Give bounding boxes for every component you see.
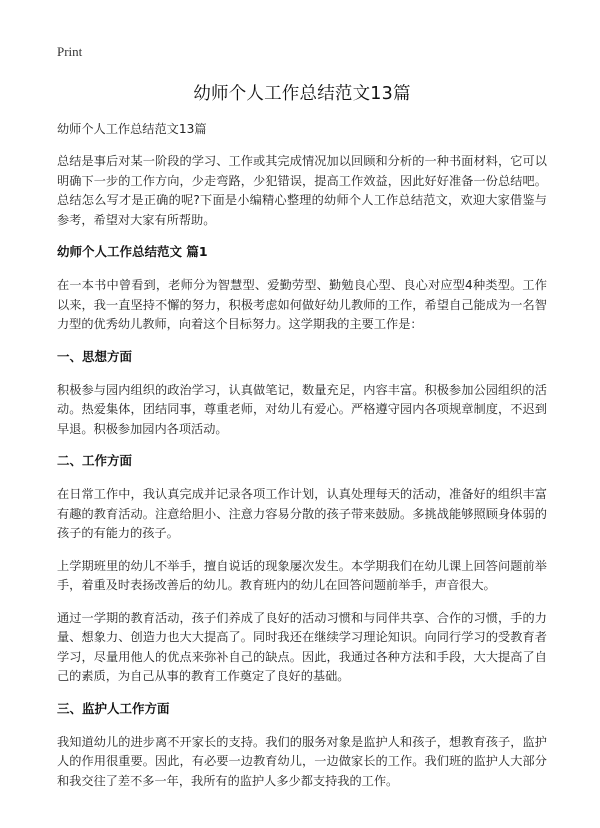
- article-intro-paragraph: 在一本书中曾看到，老师分为智慧型、爱勤劳型、勤勉良心型、良心对应型4种类型。工作以来，我一直坚持不懈的努力，积极考虑如何做好幼儿教师的工作，希望自己能成为一名智力型的优秀幼儿教师，向着这个目标努力。这学期我的主要工作是：: [57, 278, 547, 331]
- document-page: [57, 82, 547, 804]
- section-paragraph: 我知道幼儿的进步离不开家长的支持。我们的服务对象是监护人和孩子，想教育孩子，监护人的作用很重要。因此，有必要一边教育幼儿，一边做家长的工作。我们班的监护人大部分和我交往了差不多一年，我所有的监护人多少都支持我的工作。: [57, 734, 547, 788]
- print-link[interactable]: Print: [57, 44, 83, 59]
- section-paragraph: 上学期班里的幼儿不举手，擅自说话的现象屡次发生。本学期我们在幼儿课上回答问题前举手，着重及时表扬改善后的幼儿。教育班内的幼儿在回答问题前举手，声音很大。: [57, 558, 547, 592]
- section-heading-guardian: 三、监护人工作方面: [57, 700, 170, 716]
- section-paragraph: 通过一学期的教育活动，孩子们养成了良好的活动习惯和与同伴共享、合作的习惯，手的力量、想象力、创造力也大大提高了。同时我还在继续学习理论知识。向同行学习的受教育者学习，尽量用他人的优点来弥补自己的缺点。因此，我通过各种方法和手段，大大提高了自己的素质，为自己从事的教育工作奠定了良好的基础。: [57, 610, 547, 683]
- document-subtitle: 幼师个人工作总结范文13篇: [57, 122, 207, 136]
- section-paragraph: 积极参与园内组织的政治学习，认真做笔记，数量充足，内容丰富。积极参加公园组织的活动。热爱集体，团结同事，尊重老师，对幼儿有爱心。严格遵守园内各项规章制度，不迟到早退。积极参加园内各项活动。: [57, 382, 547, 436]
- document-title: 幼师个人工作总结范文13篇: [193, 84, 411, 104]
- section-heading-work: 二、工作方面: [57, 453, 133, 468]
- section-heading-ideology: 一、思想方面: [57, 348, 133, 364]
- section-paragraph: 在日常工作中，我认真完成并记录各项工作计划，认真处理每天的活动，准备好的组织丰富有趣的教育活动。注意给胆小、注意力容易分散的孩子带来鼓励。多挑战能够照顾身体弱的孩子的有能力的孩子。: [57, 487, 547, 540]
- intro-paragraph: 总结是事后对某一阶段的学习、工作或其完成情况加以回顾和分析的一种书面材料，它可以明确下一步的工作方向，少走弯路，少犯错误，提高工作效益，因此好好准备一份总结吧。总结怎么写才是正确的呢?下面是小编精心整理的幼师个人工作总结范文，欢迎大家借鉴与参考，希望对大家有所帮助。: [57, 154, 547, 227]
- article-heading: 幼师个人工作总结范文 篇1: [57, 244, 208, 259]
